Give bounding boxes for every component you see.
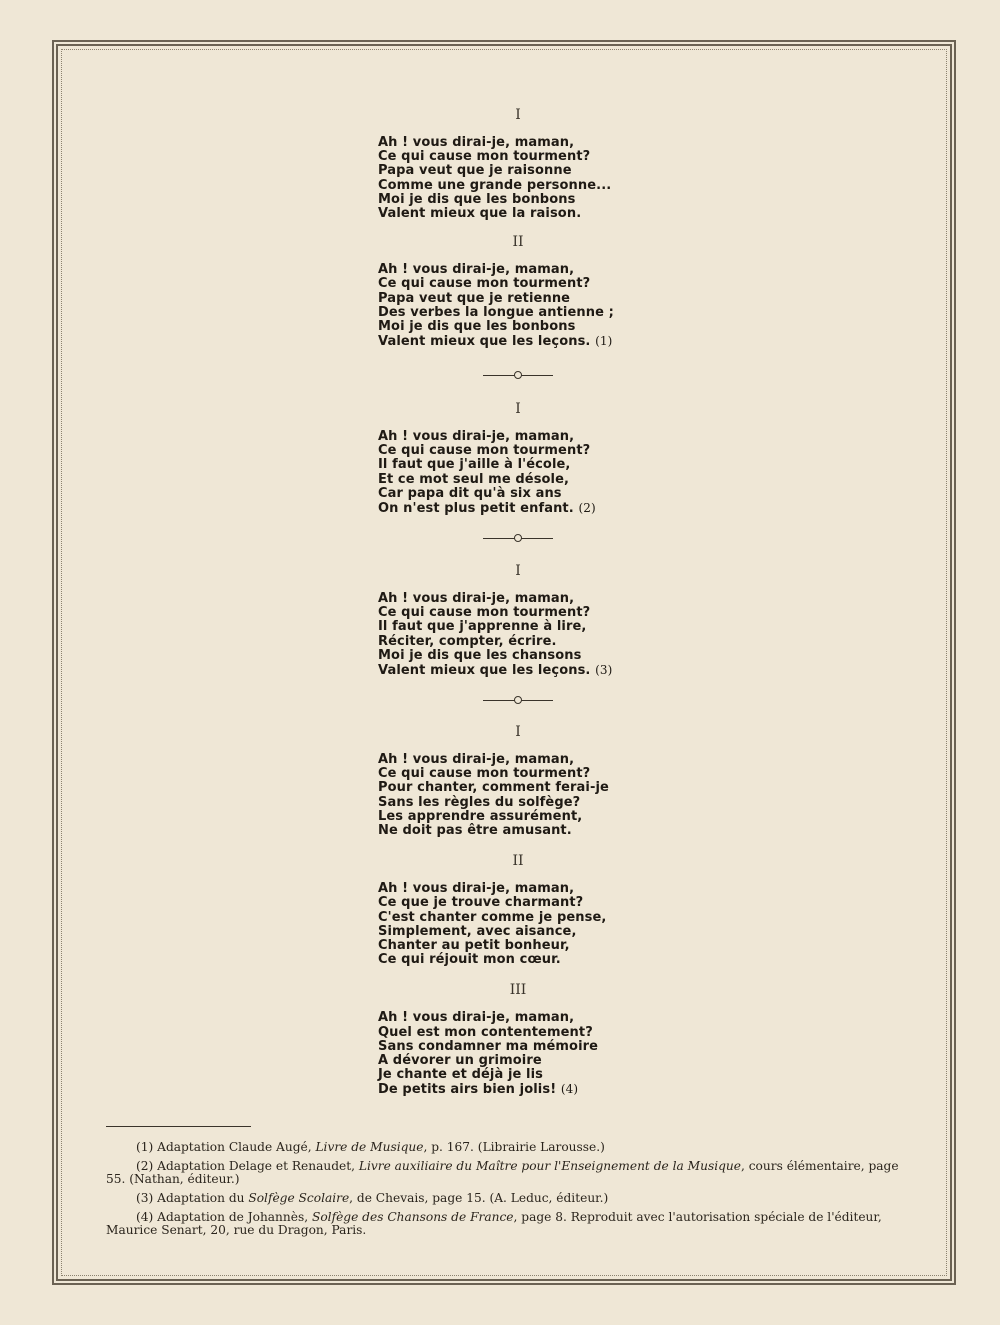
- footnote-rule: [106, 1126, 251, 1127]
- verse-line: A dévorer un grimoire: [378, 1053, 542, 1069]
- verse-line: Quel est mon contentement?: [378, 1024, 593, 1040]
- separator: [378, 693, 658, 707]
- stanza: [378, 882, 658, 967]
- song-3: [378, 560, 658, 678]
- separator-ornament: [483, 694, 553, 706]
- footnote-text: , page 8. Reproduit avec l'autorisation spéciale de l'éditeur, Maurice Senart, 20, rue du Dragon, Paris.: [106, 1210, 882, 1237]
- page-content: [62, 46, 942, 1276]
- verse-line: Il faut que j'aille à l'école,: [378, 457, 571, 473]
- footnote-text: (4) Adaptation de Johannès,: [136, 1210, 312, 1224]
- footnote-text: , de Chevais, page 15. (A. Leduc, éditeur.): [349, 1191, 609, 1205]
- footnote-ref: (2): [578, 501, 596, 516]
- footnote-2: [106, 1160, 906, 1186]
- song-1: [378, 104, 658, 349]
- verse-line: Réciter, compter, écrire.: [378, 633, 557, 649]
- verse-text: De petits airs bien jolis!: [378, 1082, 557, 1098]
- verse-line: Pour chanter, comment ferai-je: [378, 780, 609, 796]
- verse-text: On n'est plus petit enfant.: [378, 501, 574, 517]
- stanza-numeral: II: [512, 853, 524, 870]
- verse-line: Il faut que j'apprenne à lire,: [378, 619, 587, 635]
- verse-line: Ah ! vous dirai-je, maman,: [378, 135, 575, 150]
- verse-line: Ce que je trouve charmant?: [378, 895, 584, 911]
- verse-line: Ce qui cause mon tourment?: [378, 443, 591, 459]
- separator: [378, 531, 658, 545]
- separator: [378, 368, 658, 382]
- verse-line: Ah ! vous dirai-je, maman,: [378, 591, 575, 606]
- verse-line: Les apprendre assurément,: [378, 808, 583, 824]
- verse-line: Ce qui cause mon tourment?: [378, 276, 591, 292]
- verse-line: Moi je dis que les bonbons: [378, 319, 576, 335]
- verse-line: C'est chanter comme je pense,: [378, 909, 607, 925]
- verse-line: Car papa dit qu'à six ans: [378, 485, 562, 501]
- verse-line: [378, 663, 658, 678]
- footnotes: [106, 1126, 906, 1243]
- stanza: [378, 136, 658, 221]
- footnote-text: , p. 167. (Librairie Larousse.): [423, 1140, 605, 1154]
- song-4: [378, 721, 658, 1098]
- verse-line: Ah ! vous dirai-je, maman,: [378, 881, 575, 897]
- footnote-ref: (4): [560, 1082, 579, 1097]
- footnote-ref: (1): [595, 334, 613, 349]
- stanza: [378, 430, 658, 516]
- verse-line: Des verbes la longue antienne ;: [378, 304, 614, 320]
- stanza-numeral: I: [515, 401, 521, 417]
- stanza-numeral: I: [515, 107, 521, 123]
- footnote-title: Solfège Scolaire: [248, 1191, 350, 1205]
- song-2: [378, 398, 658, 516]
- verse-line: Ah ! vous dirai-je, maman,: [378, 752, 575, 767]
- separator-ornament: [483, 532, 553, 544]
- stanza: [378, 592, 658, 678]
- verse-line: Papa veut que je retienne: [378, 290, 571, 306]
- verse-line: Moi je dis que les bonbons: [378, 191, 576, 207]
- verse-line: Comme une grande personne...: [378, 177, 612, 193]
- footnote-text: (3) Adaptation du: [136, 1191, 249, 1205]
- footnote-text: (2) Adaptation Delage et Renaudet,: [136, 1159, 359, 1173]
- verse-line: Ne doit pas être amusant.: [378, 823, 572, 839]
- verse-line: Sans les règles du solfège?: [378, 794, 581, 810]
- footnote-4: [106, 1211, 906, 1237]
- footnote-1: [106, 1141, 906, 1154]
- footnote-3: [106, 1192, 906, 1205]
- verse-line: Ah ! vous dirai-je, maman,: [378, 1010, 575, 1026]
- footnote-title: Livre de Musique: [315, 1140, 424, 1154]
- stanza-numeral: II: [512, 234, 524, 251]
- verse-line: Ce qui cause mon tourment?: [378, 605, 591, 621]
- verse-line: Moi je dis que les chansons: [378, 647, 582, 663]
- stanza: [378, 1011, 658, 1097]
- verse-line: [378, 501, 658, 516]
- verse-text: Valent mieux que les leçons.: [378, 663, 591, 679]
- verse-line: Chanter au petit bonheur,: [378, 938, 570, 954]
- verse-line: Sans condamner ma mémoire: [378, 1038, 599, 1054]
- separator-ornament: [483, 369, 553, 381]
- stanza: [378, 263, 658, 349]
- footnote-text: (1) Adaptation Claude Augé,: [136, 1140, 316, 1154]
- stanza-numeral: I: [515, 563, 521, 579]
- stanza-numeral: III: [509, 982, 527, 999]
- verse-line: Valent mieux que la raison.: [378, 206, 582, 222]
- verse-line: Ah ! vous dirai-je, maman,: [378, 429, 575, 444]
- verse-line: Ce qui cause mon tourment?: [378, 766, 591, 782]
- footnote-text: , cours élémentaire, page 55. (Nathan, éditeur.): [106, 1159, 899, 1186]
- footnote-ref: (3): [595, 663, 613, 678]
- footnote-title: Livre auxiliaire du Maître pour l'Enseignement de la Musique: [358, 1159, 741, 1173]
- verse-line: Je chante et déjà je lis: [378, 1067, 544, 1083]
- verse-line: Ce qui cause mon tourment?: [378, 149, 591, 165]
- stanza: [378, 753, 658, 838]
- verse-text: Valent mieux que les leçons.: [378, 334, 591, 350]
- verse-line: Simplement, avec aisance,: [378, 923, 577, 939]
- stanza-numeral: I: [515, 724, 521, 740]
- verse-line: [378, 1082, 658, 1097]
- verse-line: [378, 334, 658, 349]
- footnote-title: Solfège des Chansons de France: [311, 1210, 514, 1224]
- verse-line: Ce qui réjouit mon cœur.: [378, 952, 561, 968]
- verse-line: Ah ! vous dirai-je, maman,: [378, 262, 575, 278]
- verse-line: Et ce mot seul me désole,: [378, 471, 570, 487]
- verse-line: Papa veut que je raisonne: [378, 163, 572, 179]
